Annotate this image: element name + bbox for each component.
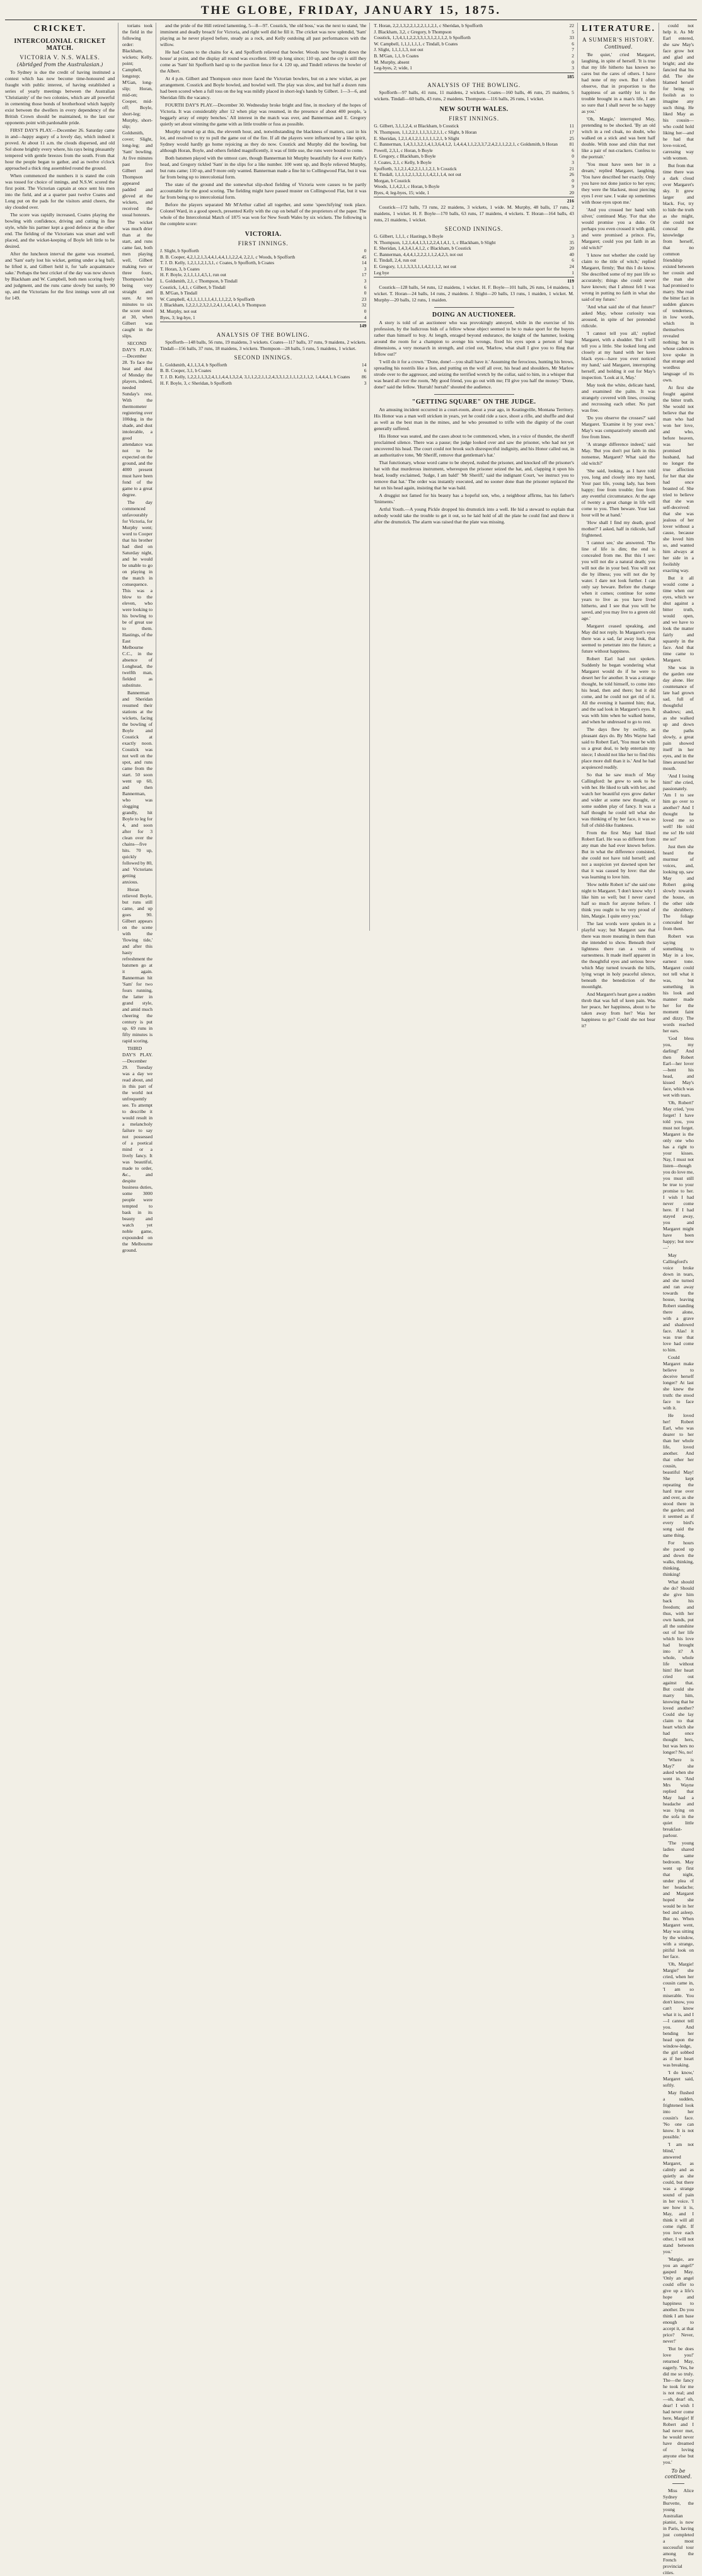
nsw2-analysis: Cosstick—128 balls, 54 runs, 12 maidens, 1 wicket. H. F. Boyle—101 balls, 26 runs, 14 maidens, 1 wicket. T. Horan—24 balls, 14 runs, 2 maidens. J. Slight—20 balls, 13 runs, 1 maiden, 1 wicket. M. Murphy—20 balls, 12 runs, 1 maiden. (374, 284, 574, 303)
story-body (582, 52, 655, 1029)
runs: 24 (569, 264, 574, 270)
batsman: E. Gregory, c Blackham, b Boyle (374, 153, 436, 160)
paragraph: The wicket was much drier than at the start, and runs came fast, both men playing well, Gilbert making two or three fours, Thompson's bat being very straight and sure. At ten minutes to six the score stood at 30, when Gilbert was caught in the slips. (122, 219, 153, 339)
paragraph: 'She said, looking, as I have told you, long and closely into my hand, Your past life, young lady, has been happy; free from trouble; free from any eventful circumstance. At the age of twenty a great change in life will come to you. Then beware. Your last hour will be at hand.' (581, 468, 655, 518)
paragraph: torians took the field in the following order: Blackham, wickets; Kelly, point; Campbell, longstop; M'Gan, long-slip; Horan, mid-on; Cooper, mid-off; Boyle, short-leg; Murphy, short-slip; Goldsmith, cover; Slight, long-leg; and 'Sam' bowling. At five minutes past five Gilbert and Thompson appeared padded and gloved at the wickets, and received the usual honours. (122, 23, 153, 218)
batsman: J. Slight, 1,1,1,1,3, not out (374, 47, 423, 53)
score-row (374, 264, 574, 270)
victoria-total-row (160, 322, 366, 329)
nsw-total: 216 (567, 198, 574, 204)
score-row (160, 278, 366, 284)
runs: 35 (569, 239, 574, 245)
batsman: J. Blackham, 1,2,2,1,2,3,2,1,2,4,1,1,4,1,4,1, b Thompson (160, 302, 266, 308)
score-row (160, 260, 366, 266)
batsman: E. Sheridan, 1,2,1,4,1,2,1,1,1,1,1,2,1, b Slight (374, 135, 459, 141)
batsman: B. M'Gan, b Tindall (160, 290, 198, 296)
batsman: C. Bannerman, 4,4,4,1,2,2,2,1,1,2,4,2,3, not out (374, 251, 463, 257)
score-row (374, 141, 574, 148)
story-continued: Continued. (604, 44, 633, 50)
paragraph: 'I do know,' Margaret said, softly. (662, 2070, 694, 2088)
victoria-scorecard (160, 248, 366, 320)
score-row (160, 284, 366, 291)
paragraph: 'Oh, Margie,' interrupted May, pretending to be shocked. 'By an old witch in a red cloak, no doubt, who walked on a stick and was bent half double. With nose and chin that met like a pair of nut-crackers. Confess to the portrait.' (581, 116, 655, 160)
paragraph: When commenced the numbers it is stated the coin was tossed for choice of innings, and N.S.W. scored the first point. The Victorian captain at once sent his men into the field, and at a quarter past twelve Coates and Long put on the pads for the visitors amid cheers, the sky clouded over. (5, 173, 115, 210)
runs: 25 (569, 135, 574, 141)
batsman: N. Thompson, 1,2,1,4,4,1,3,1,2,2,4,1,4,1, 1, c Blackham, b Slight (374, 239, 496, 245)
paragraph: To Sydney is due the credit of having instituted a contest which has now become time-honoured and fraught with public interest, of having established a series of yearly meetings between the Australian 'Christianity' of the two colonies, which are all powerful in cementing those bonds of brotherhood which happily exist between the dwellers in every dependency of the British Crown should be maintained, to the last our opponents point with pardonable pride. (5, 69, 115, 125)
paragraph: 'You must have seen her in a dream,' replied Margaret, laughing. 'You have described her exactly. Only you have not done justice to her eyes; they were the blackest, most piercing eyes I ever saw. I wake up sometimes with those eyes upon me.' (581, 161, 655, 205)
score-row (160, 254, 366, 260)
batsman: B. B. Cooper, 4,2,1,2,1,3,4,4,1,4,4,1,1,2,2,4, 2,2,1, c Woods, b Spofforth (160, 254, 296, 260)
runs: 0 (572, 177, 574, 184)
paragraph: May Callingford's voice broke down in tears, and she turned and ran away towards the house, leaving Robert standing there alone, with a grave and shadowed face. Alas! it was true that love had come to him. (662, 1252, 694, 1353)
cricket-title: CRICKET. (33, 24, 86, 33)
column-2 (122, 23, 156, 1253)
paragraph: Both batsmen played with the utmost care, though Bannerman hit Murphy beautifully for 4 over Kelly's head, and Gregory tickled 'Sam' in the slips for a like number. 100 went up, and Boyle relieved Murphy, but runs came; 110 up, and 9 more only wanted. Bannerman made a fine hit to Collingwood Flat, but it was far from being up to intercolonial form. (160, 155, 367, 180)
cricket-source: (Abridged from the Australasian.) (16, 62, 103, 67)
runs: 1 (572, 269, 574, 276)
runs: 3 (572, 233, 574, 240)
batsman: B. M'Gan, 1,1, b Coates (374, 52, 419, 59)
paragraph: 'I cannot see,' she answered. 'The line of life is dim; the end is concealed from me. But this I see: you will not die a natural death; you will not die in your bed. You will not die by illness; you will not die by water. I dare not look further. I can only say beware. Before the change when it comes; continue for some years to live as you have lived hitherto, and I see that you will be saved, and you may live to a green old age.' (581, 540, 655, 621)
auction-body (374, 320, 574, 390)
score-row (374, 23, 574, 29)
batsman: Woods, 1,1,4,2,1, c Horan, b Boyle (374, 184, 440, 190)
score-row (160, 290, 366, 296)
score-row (160, 308, 366, 315)
batsman: G. Gilbert, 1,1,1, c Hastings, b Boyle (374, 233, 444, 240)
runs: 7 (572, 47, 574, 53)
victoria-second-scorecard (160, 362, 366, 386)
square-body (374, 407, 574, 525)
paragraph: He loved her! Robert Earl, who was dearer to her than her whole life, loved another. And that other her cousin, beautiful May! She kept repeating the hard true over and over, as she stood there in the garden; and it seemed as if every bird's song said the same thing. (662, 1413, 694, 1538)
story-body-cont (663, 23, 694, 2466)
paragraph: The last words were spoken in a playful way; but Margaret saw that there was more meaning in them than she intended to show. Beneath their lightness there ran a vein of earnestness. It made itself apparent in the thoughtful eyes and serious brow which May turned towards the hills, lying wrapt in holy peaceful silence, beneath the benediction of the moonlight. (581, 921, 655, 989)
score-row (160, 380, 366, 387)
paragraph: The days flew by swiftly, as pleasant days do. By Mrs Wayne had said to Robert Earl, 'You must be with us a great deal, to help entertain my niece; I should not like her to find this place more dull than it is.' And he had acquiesced readily. (581, 726, 655, 770)
paragraph: 'And what said she of that future?' asked May, whose curiosity was aroused, in spite of her pretended ridicule. (581, 304, 655, 329)
column-6 (662, 23, 697, 2575)
col2-body (122, 23, 152, 1254)
score-row (374, 160, 574, 166)
victoria-first-innings: FIRST INNINGS. (238, 240, 289, 247)
batsman: T. J. D. Kelly, 1,2,2,1,1,3,2,4,1,1,4,4,1,3,2,4, 3,1,1,2,2,1,1,2,4,3,3,1,2,1,1,1,2,1,1,2, 1,4,4,4,1, b Coates (160, 373, 350, 380)
paragraph: 'God bless you, my darling!' And then Robert Earl—her lover—bent his head, and kissed May's face, which was wet with tears. (662, 1035, 694, 1098)
score-row (374, 29, 574, 35)
runs: 5 (572, 28, 574, 35)
runs: 3 (572, 65, 574, 71)
nsw-scorecard (374, 123, 574, 195)
batsman: M. Murphy, not out (160, 308, 197, 314)
victoria-total: 149 (359, 323, 367, 329)
closing-note: Miss Alice Sydney Burvette, the young Australian pianist, is now in Paris, having just completed a most successful tour among the French provincial cities. (662, 2488, 694, 2575)
victoria-second-cont (374, 23, 574, 71)
runs: 3 (364, 277, 367, 284)
score-row (160, 296, 366, 303)
runs: 14 (362, 361, 367, 368)
paragraph: and the pride of the Hill retired lamenting, 5—8—97. Cosstick, 'the old boss,' was the next to stand, 'the imminent and deadly breach' for Victoria, and right well did he fill it. The cricket was now splendid, 'Sam' playing as he never played before, steady as a rock, and Kelly outdoing all past performances with the willow. (160, 23, 367, 47)
paragraph: 'The young ladies shared the same bedroom. May went up first that night, under plea of her headache; and Margaret hoped she would be in her bed and asleep. But no. When Margaret went, May was sitting by the window, with a strange, pitiful look on her face. (662, 1840, 694, 1959)
paragraph: May flushed a sudden, frightened look into her cousin's face. 'No one can know. It is not possible.' (662, 2090, 694, 2140)
runs: 0 (364, 290, 367, 296)
paragraph: After the luncheon interval the game was resumed, and 'Sam' early lost his wicket, getting under a leg ball, he lifted it, and Gilbert held it, for 'safe acquaintance sake.' Perhaps the best cricket of the day was now shown by Blackham and W. Campbell, both men scoring freely and judgment, and the runs came slowly but surely, 90 up, and the Victorians for the first innings were all out for 149. (5, 251, 115, 301)
v2-analysis: Spofforth—97 balls, 41 runs, 11 maidens, 2 wickets. Coates—160 balls, 46 runs, 25 maidens, 5 wickets. Tindall—60 balls, 43 runs, 2 maidens. Thompson—116 balls, 26 runs, 1 wicket. (374, 90, 574, 102)
nsw-second-innings: SECOND INNINGS. (444, 226, 503, 233)
score-row (374, 233, 574, 240)
paragraph: The score was rapidly increased, Coates playing the bowling with confidence, driving and cutting in fine style, while his partner kept a good defence at the other end. The fielding of the Victorians was smart and well placed, and the wicket-keeping of Boyle left little to be desired. (5, 212, 115, 249)
paragraph: 'But be does love you!' returned May, eagerly. 'Yes, he did me so truly. The—the fancy he took for me is not real; and—oh, dear! oh, dear! I wish I had never come here, Margie! If Robert and I had never met, he would never have dreamed of loving anyone else but you.' (662, 2346, 694, 2465)
cricket-body (5, 69, 115, 301)
paragraph: 'And you crossed her hand with silver,' continued May. 'For that she would promise you a duke. Or perhaps you even crossed it with gold, and were promised a prince. Fie, Margaret; could you put faith in an old witch?' (581, 207, 655, 250)
paragraph: FOURTH DAY'S PLAY.—December 30. Wednesday broke bright and fine, in mockery of the hopes of Victoria. It was considerably after 12 when play was resumed, in the presence of about 400 people, 'a beggarly array of empty benches.' All interest in the match was over, and Bannerman and E. Gregory quietly set about winning the game with as little trouble or fuss as possible. (160, 102, 367, 127)
paragraph: An amusing incident occurred in a court-room, about a year ago, in Keatingville, Montana Territory. His Honor was a man well stricken in years, yet he could ride a race, shoot a rifle, and shuffle and deal as well as the best man in the mines, and he who presumed to trifle with the dignity of the court generally suffered. (374, 406, 574, 431)
paragraph: Robert was saying something to May in a low, earnest tone. Margaret could not tell what it was, but something in his look and manner made her for the moment faint and dizzy. The words reached her ears. (662, 933, 694, 1034)
nsw-second-scorecard (374, 233, 574, 276)
batsman: E. Tindall, 2,4, run out (374, 257, 417, 264)
paragraph: His Honor was seated, and the cases about to be commenced, when, in a voice of thunder, the sheriff proclaimed silence. There was a pause; the judge looked over and saw the prisoner, who had not yet uncovered his head. The court could not brook such disrespectful indignity, and his Honor called out, in an authoritative tone, 'Mr Sheriff, remove that gentleman's hat.' (374, 433, 574, 458)
score-row (374, 59, 574, 66)
nsw-title: NEW SOUTH WALES. (439, 106, 509, 114)
paragraph: THIRD DAY'S PLAY.—December 29. Tuesday was a day we read about, and in this part of the world not unfrequently see. To attempt to describe it would result in a melancholy failure to say not possessed of a poetical mind or a lively fancy. It was beautiful, made to order, &c., and despite business duties, some 3000 people were tempted to bask in its beauty and watch yet noble game, expounded on the Melbourne ground. (122, 1046, 153, 1253)
score-row (374, 41, 574, 47)
runs: 86 (362, 373, 367, 380)
paragraph: SECOND DAY'S PLAY.—December 28. To face the heat and dust of Monday the players, indeed, needed Sunday's rest. With the thermometer registering over 100deg. in the shade, and dust intolerable, a good attendance was not to be expected on the ground, and the 4000 present must have been fond of the game to a great degree. (122, 341, 153, 498)
score-row (374, 184, 574, 190)
literature-title: LITERATURE. (581, 24, 655, 33)
score-row (374, 47, 574, 53)
victoria-analysis-title: ANALYSIS OF THE BOWLING. (216, 331, 310, 338)
paragraph: could not help it. As Mr Earl entered, she saw May's face grow hot and glad and bright; and she fancied that his did. The she blamed herself for being so foolish as to imagine any such thing. He liked May as his cousin—who could hold liking her—and he had that love-voiced, caressing way with women. (662, 23, 694, 161)
runs: 0 (364, 248, 367, 254)
score-row (374, 178, 574, 184)
paragraph: And Margaret's heart gave a sudden throb that was full of keen pain. Was her peace, her happiness, about to be taken away from her? Was her happiness to go? Could she not bear it? (581, 991, 655, 1029)
batsman: E. Tindall, 1,1,1,1,2,1,3,2,1,1,4,2,1,1,4, not out (374, 172, 461, 178)
column-4 (374, 23, 578, 931)
column-cricket (5, 23, 118, 931)
paragraph: 'Oh, Robert!' May cried, 'you forget! I have told you, you must not forget. Margaret is the only one who has a right to your kisses. Nay, I must not listen—though you do love me, you must still be true to your promise to her. I wish I had never come here. If I had stayed away, you and Margaret might have been happy; but now—' (662, 1100, 694, 1250)
paragraph: 'And I losing him!' she cried, passionately. 'Am I to see him go over to another? And I thought he loved me so well! He told me so! He told me so!' (662, 773, 694, 842)
paragraph: 'I know not whether she could lay claim to the title of witch,' replied Margaret, firmly; 'But this I do know. She described some of my past life so accurately; things she could never have known; that I almost felt I was wrong in putting no faith in what she said of my future.' (581, 252, 655, 302)
runs: 17 (362, 272, 367, 278)
paragraph: 'Oh, Margie! Margie!' she cried, when her cousin came in, 'I am so miserable. You don't know, you can't know what it is, and I—I cannot tell you. And bending her head upon the window-ledge, the girl sobbed as if her heart was breaking. (662, 1961, 694, 2068)
paragraph: For hours she paced up and down the walks, thinking, thinking, thinking! (662, 1540, 694, 1577)
runs: 23 (362, 296, 367, 302)
paragraph: 'I will do it for a crown.' 'Done, done!—you shall have it.' Assuming the ferocious, hunting his brows, spreading his nostrils like a lion, and putting on the wolf all over, his head and shoulders, Mr Marlow strode over to the aggressor, and seizing the terrified wretch by the collar, said to him, in a whisper that was heard all over the room, 'My good friend, you go out with me; I'll give you half the money.' 'Done, done!' said the fellow. 'Hurrah! hurrah!' shouted the audience. (374, 358, 574, 390)
auction-title: DOING AN AUCTIONEER. (432, 311, 516, 318)
column-5 (581, 23, 659, 1029)
batsman: Leg-byes, 2; wide, 1 (374, 65, 412, 71)
paragraph: 'Do you observe the crosses?' said Margaret. 'Examine it by your own.' May's was comparatively smooth and free from lines. (581, 415, 655, 440)
paragraph: Margaret ceased speaking, and May did not reply. In Margaret's eyes there was a sad, far away look, that seemed to penetrate into the future; a future without happiness. (581, 623, 655, 654)
paragraph: What should she do? Should she give him back his freedom; and thus, with her own hands, put all the sunshine out of her life which his love had brought into it? A whole, whole life without him! Her heart cried out against that. But could she marry him, knowing that he loved another? Could she lay claim to that heart which she had once thought hers, but was hers no longer? No, no! (662, 1579, 694, 1755)
runs: 0 (364, 308, 367, 314)
nsw2-total-row (374, 277, 574, 284)
batsman: T. Horan, 3, b Coates (160, 265, 200, 272)
runs: 26 (569, 172, 574, 178)
paragraph: A story is told of an auctioneer who was provokingly annoyed, while in the exercise of his profession, by the ludicrous bids of a fellow whose object seemed to be to make sport for the buyers rather than himself to buy. At length, enraged beyond endurance, the knight of the hammer, looking around the room for a champion to avenge his wrongs, fixed his eyes upon a person of huge dimensions, a very monarch in strength, and cried out, 'Marlow, what shall I give you to fling that fellow out?' (374, 319, 574, 357)
victoria-score-title: VICTORIA. (245, 231, 282, 238)
score-row (374, 270, 574, 276)
batsman: Leg bye (374, 269, 389, 276)
score-row (374, 129, 574, 136)
score-row (374, 153, 574, 160)
runs: 2 (572, 52, 574, 59)
score-row (374, 240, 574, 246)
runs: 22 (569, 23, 574, 28)
runs: 20 (569, 245, 574, 252)
paragraph: Robert Earl had not spoken. Suddenly he began wondering what Margaret would do if he were to desert her for another. It was a strange thought, he told himself, to come into his head, then and there; but it did come, and he could not get rid of it. All the evening it haunted him; that, and the sad look in Margaret's eyes. It was with him when he walked home, and when he undressed to go to rest. (581, 656, 655, 725)
victoria-second-total-row (374, 73, 574, 80)
score-row (374, 257, 574, 264)
batsman: Cosstick, 1,3,4,1,1,2,2,3,3,1,3,1,2,1,1,2, b Spofforth (374, 35, 471, 41)
paragraph: Bannerman and Sheridan resumed their stations at the wickets, facing the bowling of Boyle and Cosstick at exactly noon. Cosstick was not well on the spot, and runs came from the start. 50 soon went up 60, and then Bannerman, who was slogging grandly, hit Boyle to leg for 4, and soon after for 3 clean over the chains—five hits. 70 up, quickly followed by 80, and Victorians getting anxious. (122, 690, 153, 885)
batsman: W. Campbell, 4,1,1,1,1,1,1,4,1,1,1,2,2, b Spofforth (160, 296, 255, 302)
paragraph: 'How shall I find my death, good mother?' I asked, half in ridicule, half frightened. (581, 520, 655, 538)
runs: 21 (569, 165, 574, 172)
paragraph: The day commenced unfavourably for Victoria, for Murphy went; word to Cooper that his brother had died on Saturday night, and he would be unable to go on playing in the match in consequence. This was a blow to the eleven, who were looking to his bowling to be of great use to them. Hastings, of the East Melbourne C.C., in the absence of Longhead, the twelfth man, fielded as substitute. (122, 499, 153, 688)
batsman: L. Goldsmith, 2,1, c Thompson, b Tindall (160, 277, 238, 284)
paragraph: Just then she heard the murmur of voices, and, looking up, saw May and Robert going slowly towards the house, on the other side the shrubbery. The foliage concealed her from them. (662, 844, 694, 931)
paragraph: From the first May had liked Robert Earl. He was so different from any man she had ever known before. But in what the difference consisted, she could not have told herself; and not a suspicion yet dawned upon her that it was caused by love: that she was learning to love him. (581, 830, 655, 880)
masthead (5, 4, 697, 20)
batsman: Powell, 2,3,1, c Horan, b Boyle (374, 147, 433, 153)
masthead-title: THE GLOBE, FRIDAY, JANUARY 15, 1875. (200, 4, 502, 17)
paragraph: That functionary, whose word came to be obeyed, rushed the prisoner, and knocked off the prisoner's hat with that murderous instrument, whereupon the prisoner seized the hat, and, clapping it upon his head, loudly exclaimed, 'Judge, I am bald!' 'Mr Sheriff,' said the indignant Court, 'we instruct you to remove that hat.' The order was instantly executed, and no sooner done than the prisoner replaced the hat on his head again, insisting that he was bald. (374, 459, 574, 491)
score-row (160, 368, 366, 374)
batsman: G. Gilbert, 3,1,1,2,4, st Blackham, b Cosstick (374, 123, 459, 129)
score-row (374, 172, 574, 178)
runs: 40 (569, 251, 574, 257)
runs: 3 (572, 159, 574, 165)
score-row (374, 123, 574, 129)
story-title: A SUMMER'S HISTORY. (582, 37, 655, 43)
paragraph: 'Margie, are you an angel?' gasped May. 'Only an angel could offer to give up a life's hope and happiness to another. Do you think I am base enough to accept it, at that price? Never, never!' (662, 2256, 694, 2344)
runs: 20 (569, 189, 574, 195)
victoria-second-total: 185 (567, 73, 574, 79)
batsman: N. Thompson, 1,1,2,2,1,1,1,3,1,2,1,1, c Slight, b Horan (374, 129, 477, 135)
score-row (160, 362, 366, 368)
batsman: M. Murphy, absent (374, 59, 410, 65)
score-row (374, 166, 574, 172)
paragraph: The state of the ground and the somewhat slip-shod fielding of Victoria were causes to be partly accountable for the good scoring. The fielding might have passed muster on Collingwood Flat, but it was far from being up to intercolonial form. (160, 182, 367, 200)
runs: 6 (572, 147, 574, 153)
batsman: H. F. Boyle, 3, c Sheridan, b Spofforth (160, 380, 232, 386)
nsw-analysis: Cosstick—172 balls, 73 runs, 22 maidens, 3 wickets, 1 wide. M. Murphy, 48 balls, 17 runs, 2 maidens, 1 wicket. H. F. Boyle—170 balls, 63 runs, 17 maidens, 4 wickets. T. Horan—164 balls, 43 runs, 21 maidens, 1 wicket. (374, 204, 574, 223)
batsman: Byes, 4; leg-byes, 15; wide, 1 (374, 189, 430, 195)
runs: 32 (362, 302, 367, 308)
paragraph: Horan relieved Boyle, but runs still came, and up goes 90. Gilbert appears on the scene with the 'flowing tide,' and after this hasty refreshment the batsmen go at it again. Bannerman hit 'Sam' for two fours running, the latter in grand style, and amid much cheering the century is put up. 69 runs in fifty minutes is rapid scoring. (122, 887, 153, 1044)
runs: 14 (362, 260, 367, 266)
nsw2-total: 119 (567, 278, 574, 284)
runs: 6 (364, 368, 367, 374)
paragraph: May took the white, delicate hand, and examined the palm. It was strangely covered with lines, crossing and recrossing each other. No part was free. (581, 382, 655, 413)
paragraph: A druggist not famed for his beauty has a hopeful son, who, a neighbour affirms, has his father's 'liniments.' (374, 492, 574, 504)
runs: 0 (572, 153, 574, 160)
v2-analysis-title: ANALYSIS OF THE BOWLING. (427, 82, 521, 89)
victoria-analysis: Spofforth—148 balls, 56 runs, 19 maidens, 3 wickets. Coates—117 balls, 37 runs, 9 maidens, 2 wickets. Tindall—156 balls, 37 runs, 18 maidens, 3 wickets. Thompson—28 balls, 5 runs, 5 maidens, 1 wicket. (160, 339, 367, 351)
paragraph: FIRST DAY'S PLAY.—December 26. Saturday came in and—happy augury of a lovely day, which indeed it proved. At about 11 a.m. the clouds dispersed, and old Sol shone brightly every where, his rays being pleasantly tempered with gentle breezes from the south. From that hour the people began to gather, and as twelve o'clock approached a thick ring assembled round the ground. (5, 127, 115, 171)
paragraph: At 4 p.m. Gilbert and Thompson once more faced the Victorian bowlers, but on a new wicket, as per arrangement. Cosstick and Boyle bowled, and bowled well. The play was slow, and but half a dozen runs had been scored when a full toss on the leg was mildly placed in short-leg's hands by Gilbert. 1—3—6, and Sheridan fills the vacancy. (160, 76, 367, 100)
square-title: "GETTING SQUARE" ON THE JUDGE. (411, 398, 536, 405)
paragraph: But it all would come a time when our eyes, which we shut against a bitter truth, would open, and we have to look the matter fairly and squarely in the face. And that time came to Margaret. (662, 575, 694, 663)
cricket-subtitle: INTERCOLONIAL CRICKET MATCH. (14, 38, 106, 52)
divider (672, 2483, 685, 2484)
runs: 9 (572, 184, 574, 190)
column-3 (160, 23, 370, 931)
batsman: L. Goldsmith, 4,1,1,3,4, b Spofforth (160, 361, 227, 368)
score-row (374, 35, 574, 41)
score-row (160, 374, 366, 380)
to-be-continued: To be continued. (665, 2468, 692, 2480)
score-row (374, 190, 574, 196)
paragraph: Artful Youth.—A young Pickle dropped his drumstick into a well. He hid a steward to explain that nobody would take the trouble to get it out, so he laid hold of all the plate he could find and threw it after the drumstick. The alarm was raised that the plate was missing. (374, 506, 574, 525)
batsman: E. Gregory, 1,1,1,3,3,3,1,1,4,2,1,1,2, not out (374, 264, 457, 270)
paragraph: Could Margaret make believe to deceive herself longer? At last she knew the truth: the stood face to face with it. (662, 1355, 694, 1411)
cricket-teams: VICTORIA V. N.S. WALES. (20, 54, 100, 61)
runs: 6 (572, 40, 574, 47)
batsman: T. J. D. Kelly, 1,2,1,1,2,1,3,1, c Coates, b Spofforth, b Coates (160, 260, 275, 266)
batsman: J. Coates, 2,1, c Kelly, b Boyle (374, 159, 432, 165)
score-row (374, 136, 574, 142)
runs: 33 (569, 35, 574, 41)
batsman: B. B. Cooper, 3,1, b Coates (160, 368, 212, 374)
score-row (160, 248, 366, 254)
score-row (160, 266, 366, 272)
batsman: Byes, 3; leg-bye, 1 (160, 314, 195, 320)
paragraph: So that he saw much of May Callingford: he grew to seek to be with her. He liked to talk with her, and watch her beautiful eyes grow darker and wider at some new thought, or some sudden play of fancy. It was a half thought he could tell what she was thinking of by her face, it was so full of child-like frankness. (581, 772, 655, 828)
paragraph: 'How noble Robert is!' she said one night to Margaret. 'I don't know why I like him so well; but I never cared half so much for anyone before. I think you ought to be very proud of him, Margie. I quite envy you.' (581, 882, 655, 919)
runs: 4 (364, 314, 367, 320)
score-row (160, 272, 366, 278)
score-row (160, 315, 366, 321)
paragraph: At first she fought against the bitter truth. She would not believe that the man who had won her love, and who, before heaven, was her promised husband, had no longer the true affection for her that she had once boasted of. She tried to believe that she was self-deceived: that she was jealous of her lover without a cause, because she loved him so, and wanted him always at her side in a foolishly exacting way. (662, 385, 694, 573)
batsman: Cosstick, 1,4,1, c Gilbert, b Tindall (160, 284, 226, 290)
batsman: H. F. Boyle, 2,1,1,1,1,4,5,1, run out (160, 272, 226, 278)
runs: 6 (572, 257, 574, 264)
col3-body (160, 23, 366, 227)
runs: 45 (362, 254, 367, 260)
batsman: J. Slight, b Spofforth (160, 248, 199, 254)
score-row (374, 65, 574, 71)
runs: 3 (364, 265, 367, 272)
batsman: Morgan, b Cosstick (374, 177, 411, 184)
nsw-total-row (374, 197, 574, 204)
score-row (374, 252, 574, 258)
runs: 6 (364, 284, 367, 290)
victoria-second-innings: SECOND INNINGS. (234, 354, 292, 361)
divider (434, 307, 514, 308)
paragraph: He had Coates to the chains for 4, and Spofforth relieved that bowler. Woods now 'brought down the house' at point, and the display all round was excellent. 100 up long since; 110 up, and the cry is still they come as 'Sam' hit Spofforth hard up to the pavilion fence for 4. 120 up, and Tindell relieves the bowler of the Albert. (160, 49, 367, 74)
score-row (374, 53, 574, 59)
batsman: W. Campbell, 1,1,1,1,1,1, c Tindall, b Coates (374, 40, 458, 47)
batsman: J. Blackham, 3,2, c Gregory, b Thompson (374, 28, 452, 35)
paragraph: She was in the garden one day alone. Her countenance of late had grown sad, full of thoughtful shadows; and, as she walked up and down the paths slowly, a great pain showed itself in her eyes, and in the lines around her mouth. (662, 665, 694, 771)
score-row (160, 302, 366, 308)
paragraph: Before the players separated Mr M'Arthur called all together, and some 'speechifying' took place. Colonel Ward, in a good speech, presented Kelly with the cup on behalf of the proprietors of the paper. The whole of the Intercolonial Match of 1875 was won for New South Wales by six wickets. The following is the complete score: (160, 202, 367, 226)
paragraph: Murphy turned up at this, the eleventh hour, and, notwithstanding the blackness of matters, cast in his lot, and resolved to try to pull the game out of the fire. If all the players were influenced by a like spirit, Sydney would hardly go home rejoicing as they do now. Cosstick and Murphy did the bowling, but although Horan, Boyle, and others fielded magnificently, it was of little use, the runs were bound to come. (160, 129, 367, 153)
runs: 81 (569, 141, 574, 148)
runs: 17 (569, 129, 574, 135)
runs: 11 (569, 123, 574, 129)
paragraph: But from that time there was a dark cloud over Margaret's sky. It grew larger and black. For, try to hide the truth as she might, she could not conceal the knowledge from herself, that no common friendship existed between her cousin and the man she had promised to marry. She read the bitter fact in sudden glances of tenderness, in low words, which in themselves revealed nothing; but in whose cadences love spoke in that strange and wordless language of its own. (662, 163, 694, 383)
paragraph: 'I am not blind,' answered Margaret, as calmly and as quietly as she could, but there was a strange sound of pain in her voice. 'I see how it is, May, and I think it will all come right. If you love each other, I will not stand between you.' (662, 2142, 694, 2254)
paragraph: 'Where is May?' she asked when she went in. 'And Mrs Wayne replied that May had a headache and was lying on the sofa in the quiet little breakfast-parlour. (662, 1757, 694, 1838)
paragraph: 'Be quiet,' cried Margaret, laughing, in spite of herself. 'It is true that my life hitherto has known no cares but the cares of others. I have had none of my own. But I often observe, that in proportion to the happiness of an earthly lot is the trouble brought in a man's life, I am so sure that I shall never be so happy as you.' (581, 52, 655, 114)
paragraph: 'A strange difference indeed,' said May. 'But you don't put faith in this nonsense, Margaret? What said the old witch?' (581, 441, 655, 466)
score-row (374, 245, 574, 252)
batsman: C. Bannerman, 1,4,3,1,3,2,1,4,1,3,6,4,1,2, 1,4,4,4,1,1,2,3,3,7,2,4,2,1,1,2,2,1, c Goldsmith, b Horan (374, 141, 558, 148)
batsman: E. Sheridan, 1,4,3,4,1,4,1,2, c Blackham, b Cosstick (374, 245, 471, 252)
score-row (374, 148, 574, 154)
nsw-first-innings: FIRST INNINGS. (449, 115, 500, 122)
batsman: T. Horan, 2,2,1,3,2,2,1,2,2,1,1,2,1, c Sheridan, b Spofforth (374, 23, 483, 28)
runs: 3 (364, 380, 367, 386)
divider (434, 394, 514, 395)
paragraph: 'I cannot tell you all,' replied Margaret, with a shudder. 'But I will tell you a little. She looked long and closely at my hand with her keen black eyes—have you ever noticed my hand,' said Margaret, interrupting herself, and holding it out for May's inspection. 'Look at it, May.' (581, 330, 655, 380)
runs: 0 (572, 59, 574, 65)
columns (5, 23, 697, 2575)
batsman: Spofforth, 3,1,2,1,4,2,2,1,1,1,2,1, b Cosstick (374, 165, 457, 172)
